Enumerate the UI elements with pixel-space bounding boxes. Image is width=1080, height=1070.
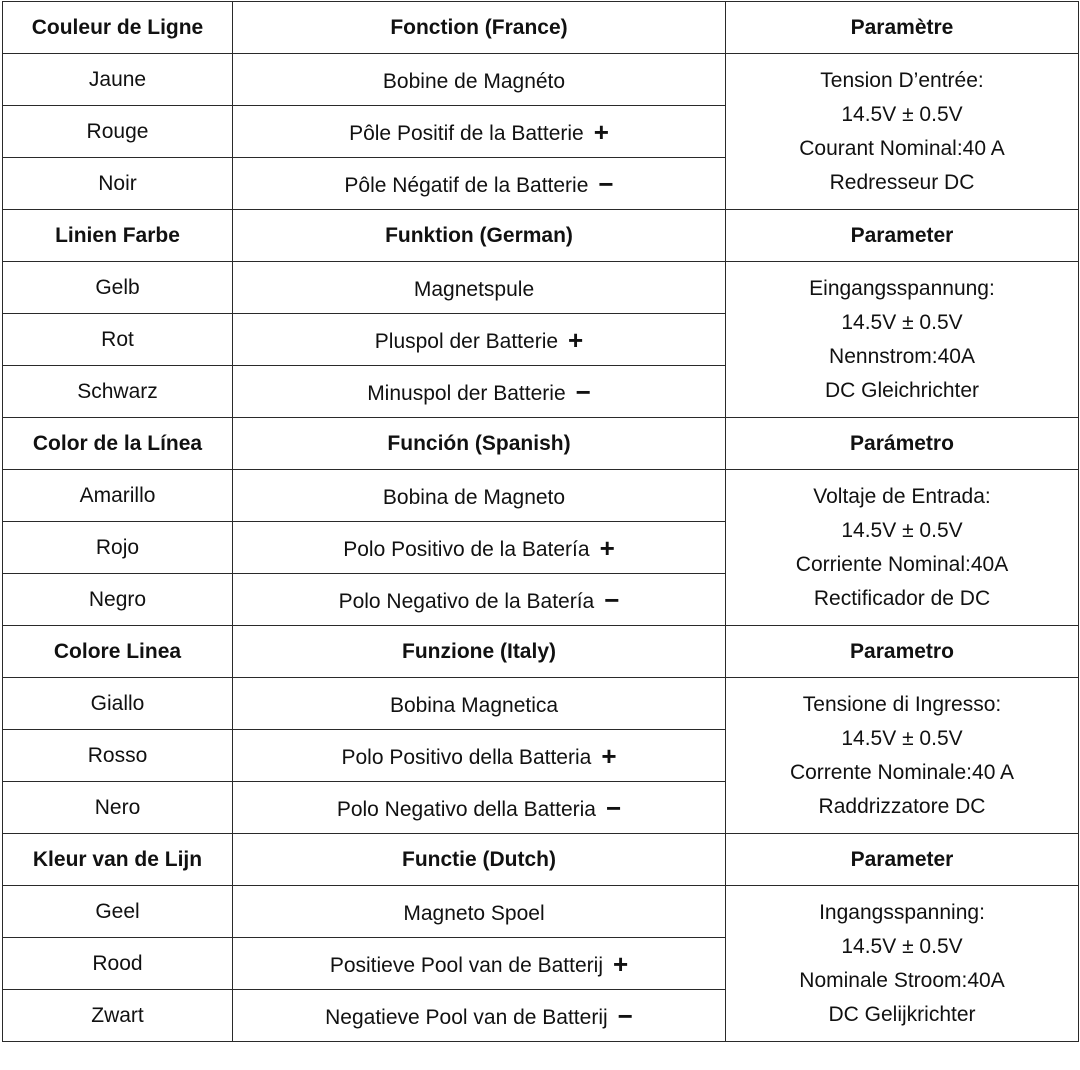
param-current: Courant Nominal:40 A — [799, 136, 1005, 160]
wire-color: Gelb — [3, 262, 233, 314]
function-label: Pôle Négatif de la Batterie — [344, 174, 589, 197]
param-input-label: Ingangsspanning: — [819, 900, 985, 924]
wire-function — [233, 106, 726, 158]
param-current: Corriente Nominal:40A — [795, 552, 1009, 576]
param-rectifier: DC Gleichrichter — [824, 378, 980, 402]
param-current: Corrente Nominale:40 A — [789, 760, 1015, 784]
param-input-label: Voltaje de Entrada: — [813, 484, 991, 508]
function-label: Bobine de Magnéto — [382, 70, 566, 93]
param-rectifier: Redresseur DC — [829, 170, 975, 194]
param-rectifier: Raddrizzatore DC — [818, 794, 986, 818]
header-function: Funzione (Italy) — [233, 626, 726, 678]
wire-color: Rojo — [3, 522, 233, 574]
header-parameter: Parámetro — [726, 418, 1079, 470]
function-label: Polo Positivo della Batteria — [341, 746, 592, 769]
param-voltage: 14.5V ± 0.5V — [841, 726, 963, 750]
param-voltage: 14.5V ± 0.5V — [841, 310, 963, 334]
function-label: Pluspol der Batterie — [374, 330, 559, 353]
header-function: Función (Spanish) — [233, 418, 726, 470]
header-color: Couleur de Ligne — [3, 2, 233, 54]
section-header-row — [3, 418, 1079, 470]
polarity-symbol: + — [593, 117, 609, 147]
header-parameter: Parameter — [726, 210, 1079, 262]
wire-function — [233, 314, 726, 366]
polarity-symbol: − — [617, 1001, 633, 1031]
wire-color: Negro — [3, 574, 233, 626]
header-color: Linien Farbe — [3, 210, 233, 262]
header-function: Funktion (German) — [233, 210, 726, 262]
polarity-symbol: + — [568, 325, 584, 355]
param-voltage: 14.5V ± 0.5V — [841, 102, 963, 126]
polarity-symbol: − — [575, 377, 591, 407]
table-row — [3, 886, 1079, 938]
wire-color: Giallo — [3, 678, 233, 730]
function-label: Minuspol der Batterie — [367, 382, 566, 405]
header-color: Kleur van de Lijn — [3, 834, 233, 886]
table-row — [3, 470, 1079, 522]
wire-color: Zwart — [3, 990, 233, 1042]
parameter-cell — [726, 54, 1079, 210]
header-function: Fonction (France) — [233, 2, 726, 54]
section-header-row — [3, 626, 1079, 678]
parameter-cell — [726, 470, 1079, 626]
header-parameter: Paramètre — [726, 2, 1079, 54]
wire-function — [233, 886, 726, 938]
param-rectifier: Rectificador de DC — [813, 586, 991, 610]
wire-color: Noir — [3, 158, 233, 210]
table-row — [3, 678, 1079, 730]
table-body — [3, 2, 1079, 1042]
header-color: Color de la Línea — [3, 418, 233, 470]
wire-color: Geel — [3, 886, 233, 938]
wire-function — [233, 54, 726, 106]
wire-color: Schwarz — [3, 366, 233, 418]
section-header-row — [3, 834, 1079, 886]
header-function: Functie (Dutch) — [233, 834, 726, 886]
polarity-symbol: − — [598, 169, 614, 199]
parameter-cell — [726, 262, 1079, 418]
param-rectifier: DC Gelijkrichter — [828, 1002, 976, 1026]
wire-color: Amarillo — [3, 470, 233, 522]
function-label: Pôle Positif de la Batterie — [349, 122, 584, 145]
header-parameter: Parametro — [726, 626, 1079, 678]
wire-color: Rouge — [3, 106, 233, 158]
header-parameter: Parameter — [726, 834, 1079, 886]
polarity-symbol: + — [612, 949, 629, 979]
function-label: Polo Positivo de la Batería — [343, 538, 590, 561]
param-input-label: Tensione di Ingresso: — [802, 692, 1002, 716]
wire-function — [233, 366, 726, 418]
wire-color: Jaune — [3, 54, 233, 106]
function-label: Polo Negativo de la Batería — [338, 590, 595, 613]
wire-function — [233, 574, 726, 626]
section-header-row — [3, 210, 1079, 262]
wire-function — [233, 938, 726, 990]
table-row — [3, 262, 1079, 314]
wire-color: Rosso — [3, 730, 233, 782]
function-label: Bobina de Magneto — [382, 486, 566, 509]
param-voltage: 14.5V ± 0.5V — [841, 934, 963, 958]
table-row — [3, 54, 1079, 106]
wire-color: Rood — [3, 938, 233, 990]
wire-function — [233, 470, 726, 522]
param-input-label: Tension D’entrée: — [820, 68, 984, 92]
wire-color: Rot — [3, 314, 233, 366]
parameter-cell — [726, 886, 1079, 1042]
polarity-symbol: − — [604, 585, 620, 615]
function-label: Positieve Pool van de Batterij — [329, 954, 603, 977]
section-header-row — [3, 2, 1079, 54]
spec-table-container — [2, 1, 1079, 1042]
param-voltage: 14.5V ± 0.5V — [841, 518, 963, 542]
function-label: Magneto Spoel — [403, 902, 545, 925]
parameter-cell — [726, 678, 1079, 834]
function-label: Polo Negativo della Batteria — [336, 798, 596, 821]
param-current: Nennstrom:40A — [829, 344, 975, 368]
polarity-symbol: + — [599, 533, 615, 563]
function-label: Negatieve Pool van de Batterij — [325, 1006, 608, 1029]
wire-function — [233, 730, 726, 782]
function-label: Magnetspule — [413, 278, 535, 301]
polarity-symbol: − — [605, 793, 622, 823]
wire-function — [233, 262, 726, 314]
wire-function — [233, 782, 726, 834]
wiring-spec-table — [2, 1, 1079, 1042]
function-label: Bobina Magnetica — [389, 694, 559, 717]
wire-color: Nero — [3, 782, 233, 834]
param-input-label: Eingangsspannung: — [809, 276, 995, 300]
param-current: Nominale Stroom:40A — [799, 968, 1005, 992]
polarity-symbol: + — [601, 741, 617, 771]
header-color: Colore Linea — [3, 626, 233, 678]
wire-function — [233, 522, 726, 574]
wire-function — [233, 158, 726, 210]
wire-function — [233, 678, 726, 730]
wire-function — [233, 990, 726, 1042]
